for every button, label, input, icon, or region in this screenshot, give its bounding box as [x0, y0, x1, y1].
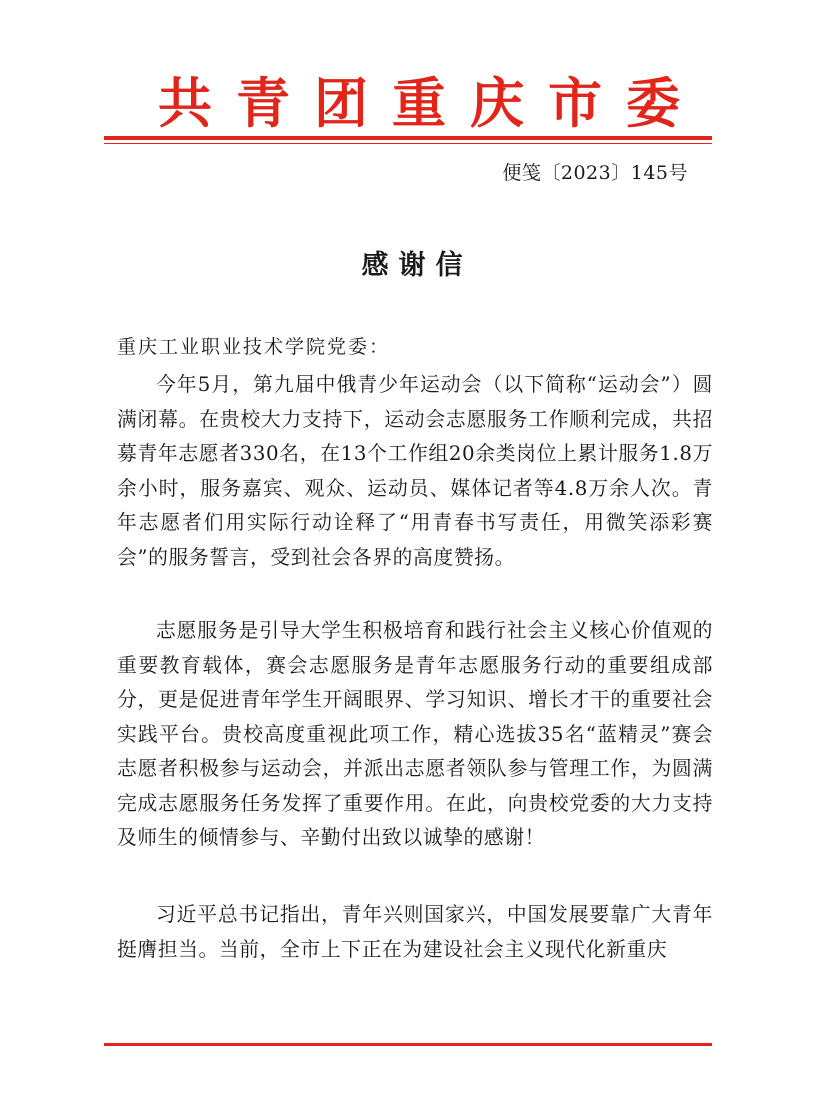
letterhead-divider: [104, 136, 712, 140]
letterhead-org-name: 共青团重庆市委: [158, 71, 704, 135]
letterhead-divider-thin: [104, 143, 712, 144]
salutation: 重庆工业职业技术学院党委：: [117, 336, 391, 358]
document-number: 便笺〔2023〕145号: [502, 162, 688, 184]
body-paragraph: 习近平总书记指出，青年兴则国家兴，中国发展要靠广大青年挺膺担当。当前，全市上下正在为建设社会主义现代化新重庆: [117, 903, 713, 961]
body-paragraph: 志愿服务是引导大学生积极培育和践行社会主义核心价值观的重要教育载体，赛会志愿服务是青年志愿服务行动的重要组成部分，更是促进青年学生开阔眼界、学习知识、增长才干的重要社会实践平台。贵校高度重视此项工作，精心选拔35名“蓝精灵”赛会志愿者积极参与运动会，并派出志愿者领队参与管理工作，为圆满完成志愿服务任务发挥了重要作用。在此，向贵校党委的大力支持及师生的倾情参与、辛勤付出致以诚挚的感谢！: [117, 619, 713, 849]
body-paragraph: 今年5月，第九届中俄青少年运动会（以下简称“运动会”）圆满闭幕。在贵校大力支持下，运动会志愿服务工作顺利完成，共招募青年志愿者330名，在13个工作组20余类岗位上累计服务1.8万余小时，服务嘉宾、观众、运动员、媒体记者等4.8万余人次。青年志愿者们用实际行动诠释了“用青春书写责任，用微笑添彩赛会”的服务誓言，受到社会各界的高度赞扬。: [117, 373, 713, 569]
footer-divider: [104, 1043, 712, 1046]
letter-title: 感谢信: [361, 250, 473, 281]
